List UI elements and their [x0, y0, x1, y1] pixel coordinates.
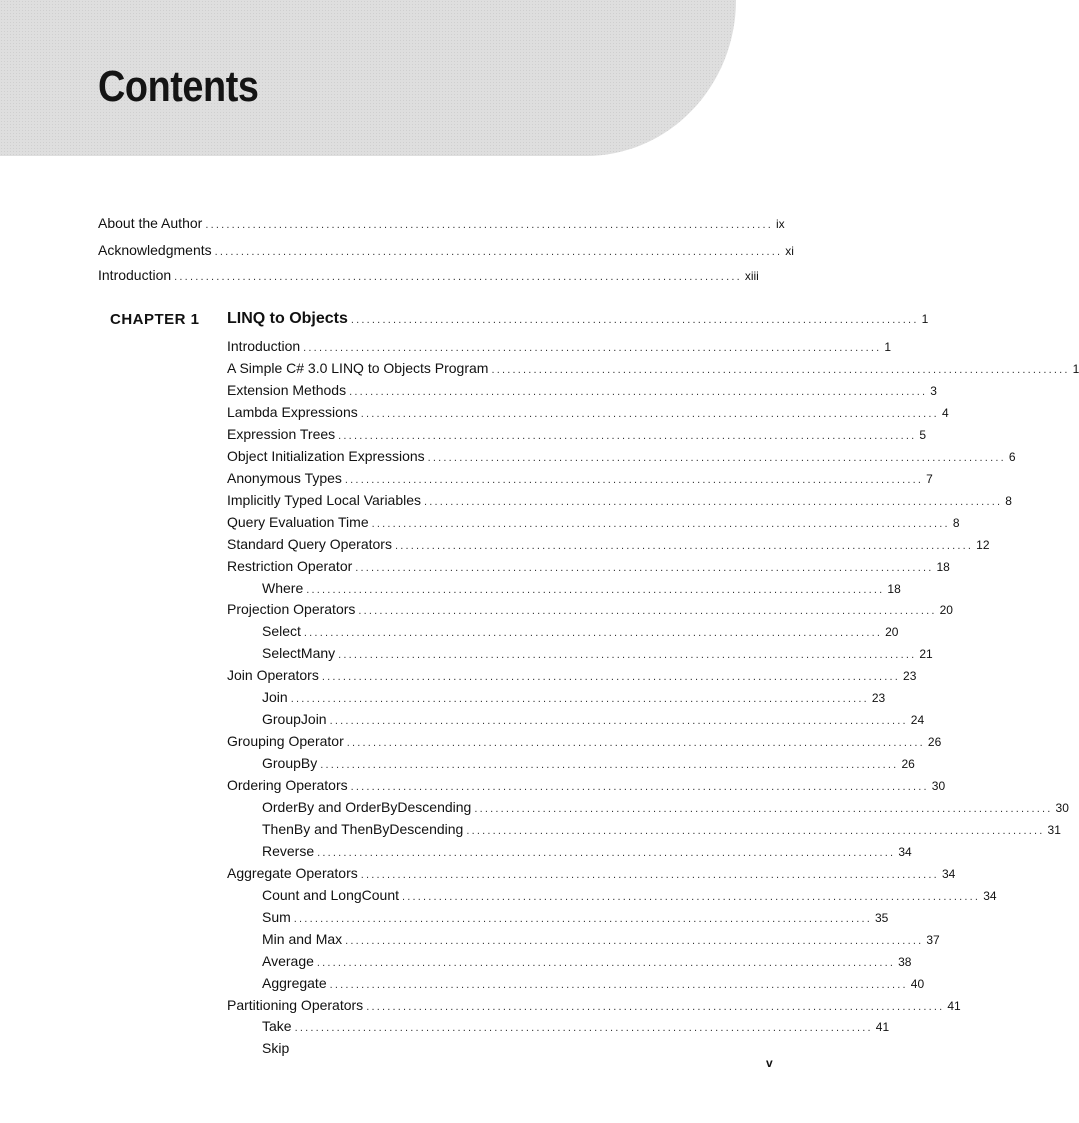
- toc-entry-label: Partitioning Operators: [227, 996, 364, 1013]
- leader-dots: ............................................................................................................: [350, 314, 919, 326]
- toc-entry-label: Ordering Operators: [227, 777, 348, 793]
- toc-entry[interactable]: [227, 469, 933, 487]
- leader-dots: ..............................................................................................................: [424, 495, 1003, 508]
- toc-entry[interactable]: [262, 688, 886, 706]
- toc-entry[interactable]: [227, 557, 950, 575]
- toc-entry-label: Aggregate Operators: [227, 864, 358, 881]
- leader-dots: ..............................................................................................................: [366, 1000, 945, 1013]
- toc-front-entry[interactable]: [98, 241, 794, 259]
- toc-entry-label: Join: [262, 689, 288, 706]
- leader-dots: ..............................................................................................................: [294, 1022, 873, 1035]
- toc-entry-page: 18: [887, 581, 901, 596]
- toc-entry-label: Projection Operators: [227, 601, 356, 618]
- leader-dots: ..............................................................................................................: [427, 451, 1006, 464]
- leader-dots: ..............................................................................................................: [402, 890, 981, 903]
- toc-entry-label: Extension Methods: [227, 381, 347, 398]
- leader-dots: ..............................................................................................................: [346, 737, 925, 750]
- toc-entry[interactable]: [262, 798, 1069, 816]
- leader-dots: ..............................................................................................................: [321, 671, 901, 684]
- toc-entry-label: About the Author: [98, 215, 203, 231]
- toc-entry-page: xiii: [744, 269, 759, 283]
- toc-entry-page: 40: [910, 976, 925, 991]
- leader-dots: ............................................................................................................: [205, 219, 773, 231]
- toc-entry-page: 23: [903, 669, 917, 684]
- page-folio: v: [766, 1056, 773, 1070]
- toc-entry[interactable]: [227, 425, 927, 443]
- toc-entry[interactable]: [227, 776, 946, 794]
- toc-entry[interactable]: [227, 600, 953, 618]
- toc-entry-page: 31: [1047, 822, 1061, 837]
- toc-entry-page: 38: [898, 954, 912, 969]
- leader-dots: ..............................................................................................................: [474, 803, 1053, 815]
- toc-entry-page: 1: [884, 340, 892, 354]
- toc-entry-page: 20: [939, 603, 953, 618]
- leader-dots: ..............................................................................................................: [345, 934, 924, 947]
- leader-dots: ..............................................................................................................: [394, 539, 974, 552]
- leader-dots: ..............................................................................................................: [371, 517, 950, 530]
- toc-entry-page: 8: [952, 515, 960, 530]
- toc-entry[interactable]: [262, 952, 912, 970]
- toc-entry[interactable]: [262, 579, 901, 597]
- toc-entry-label: Restriction Operator: [227, 557, 353, 574]
- toc-entry-label: Standard Query Operators: [227, 535, 392, 552]
- toc-entry[interactable]: [262, 930, 940, 948]
- chapter-page: 1: [921, 312, 929, 326]
- toc-entry-page: 3: [930, 383, 937, 398]
- toc-entry[interactable]: [227, 403, 949, 421]
- toc-entry-page: 34: [898, 844, 912, 859]
- toc-entry-page: 30: [931, 779, 946, 793]
- leader-dots: ..............................................................................................................: [360, 868, 939, 881]
- toc-entry-label: ThenBy and ThenByDescending: [262, 820, 464, 837]
- toc-entry-label: Object Initialization Expressions: [227, 447, 425, 464]
- leader-dots: ..............................................................................................................: [466, 824, 1045, 837]
- toc-front-entry[interactable]: [98, 214, 785, 232]
- toc-entry-label: Expression Trees: [227, 425, 336, 442]
- toc-entry-page: 7: [926, 471, 933, 486]
- leader-dots: ..............................................................................................................: [329, 978, 908, 991]
- leader-dots: ..............................................................................................................: [355, 561, 934, 574]
- toc-entry-label: Sum: [262, 908, 291, 925]
- toc-entry-label: Average: [262, 952, 314, 969]
- leader-dots: ..............................................................................................................: [293, 912, 872, 925]
- toc-entry-label: SelectMany: [262, 645, 336, 662]
- leader-dots: ..............................................................................................................: [349, 385, 928, 398]
- toc-entry[interactable]: [262, 754, 915, 772]
- toc-entry[interactable]: [227, 359, 1079, 377]
- leader-dots: ..............................................................................................................: [320, 759, 899, 771]
- toc-entry-label: Query Evaluation Time: [227, 513, 369, 530]
- leader-dots: ..............................................................................................................: [329, 715, 908, 728]
- toc-entry-label: Acknowledgments: [98, 242, 212, 258]
- toc-entry-page: 6: [1008, 449, 1016, 464]
- toc-entry[interactable]: [262, 886, 997, 904]
- leader-dots: ..............................................................................................................: [358, 605, 937, 618]
- page-title: Contents: [98, 62, 259, 111]
- leader-dots: ..............................................................................................................: [290, 693, 869, 706]
- leader-dots: ..............................................................................................................: [350, 781, 929, 793]
- toc-entry-label: Implicitly Typed Local Variables: [227, 491, 422, 508]
- toc-entry-page: 35: [874, 910, 889, 925]
- toc-entry-page: 4: [941, 405, 949, 420]
- toc-entry[interactable]: [227, 447, 1016, 465]
- toc-entry[interactable]: [262, 622, 899, 640]
- toc-entry-label: Grouping Operator: [227, 733, 344, 750]
- toc-entry-label: OrderBy and OrderByDescending: [262, 799, 472, 815]
- toc-entry-page: 41: [875, 1020, 890, 1035]
- toc-entry[interactable]: [227, 732, 942, 750]
- toc-entry-label: GroupJoin: [262, 711, 327, 728]
- toc-entry-page: 18: [936, 559, 950, 574]
- toc-entry[interactable]: [227, 381, 937, 399]
- toc-entry-page: ix: [775, 217, 785, 231]
- toc-entry-page: 12: [976, 537, 990, 552]
- toc-entry-label: Count and LongCount: [262, 886, 399, 903]
- toc-entry-page: 30: [1055, 801, 1069, 815]
- leader-dots: ..............................................................................................................: [316, 956, 896, 969]
- toc-entry[interactable]: [227, 666, 917, 684]
- toc-entry[interactable]: [227, 535, 990, 553]
- toc-entry[interactable]: [262, 820, 1061, 838]
- toc-entry[interactable]: [262, 842, 912, 860]
- toc-entry[interactable]: [227, 491, 1012, 509]
- toc-entry-label: Take: [262, 1018, 292, 1035]
- toc-entry-page: 24: [910, 713, 925, 728]
- toc-entry-label: Anonymous Types: [227, 469, 342, 486]
- toc-entry[interactable]: [262, 1039, 711, 1057]
- toc-entry-label: Skip: [262, 1040, 290, 1057]
- chapter-title: LINQ to Objects: [227, 310, 348, 327]
- toc-entry-page: 23: [871, 691, 886, 706]
- toc-entry-page: 1: [1072, 361, 1079, 376]
- toc-entry-label: Join Operators: [227, 667, 319, 684]
- toc-entry[interactable]: [227, 337, 892, 355]
- chapter-label: CHAPTER 1: [110, 311, 200, 328]
- toc-entry-page: 37: [926, 932, 940, 947]
- leader-dots: ..............................................................................................................: [303, 342, 882, 354]
- leader-dots: ..............................................................................................................: [306, 583, 885, 596]
- toc-entry[interactable]: [227, 996, 961, 1014]
- toc-entry[interactable]: [227, 864, 956, 882]
- toc-entry[interactable]: [227, 513, 960, 531]
- toc-entry-label: Introduction: [98, 267, 172, 283]
- toc-entry-page: 41: [947, 998, 961, 1013]
- leader-dots: ..............................................................................................................: [317, 846, 896, 859]
- toc-entry-page: 21: [919, 647, 933, 662]
- toc-entry-label: Where: [262, 579, 304, 596]
- toc-entry-page: 34: [983, 888, 997, 903]
- toc-entry[interactable]: [262, 710, 925, 728]
- toc-entry-label: Lambda Expressions: [227, 403, 358, 420]
- toc-entry-page: xi: [785, 244, 794, 258]
- toc-entry[interactable]: [262, 974, 925, 992]
- leader-dots: ............................................................................................................: [174, 271, 742, 283]
- leader-dots: ............................................................................................................: [214, 246, 783, 258]
- toc-entry[interactable]: [262, 908, 889, 926]
- leader-dots: ..............................................................................................................: [360, 407, 939, 420]
- leader-dots: ..............................................................................................................: [491, 363, 1070, 376]
- toc-entry-label: Introduction: [227, 338, 301, 354]
- toc-entry-label: Aggregate: [262, 974, 327, 991]
- leader-dots: ..............................................................................................................: [344, 473, 924, 486]
- chapter-title-entry[interactable]: [227, 310, 929, 328]
- toc-entry-label: GroupBy: [262, 755, 318, 771]
- toc-entry-page: 34: [941, 866, 956, 881]
- leader-dots: ..............................................................................................................: [338, 429, 917, 442]
- toc-entry-label: Select: [262, 623, 301, 640]
- toc-entry-page: 26: [901, 757, 915, 771]
- toc-entry-page: 8: [1005, 493, 1012, 508]
- toc-entry[interactable]: [262, 644, 933, 662]
- toc-entry-label: A Simple C# 3.0 LINQ to Objects Program: [227, 359, 489, 376]
- toc-entry-page: 26: [927, 735, 942, 750]
- toc-entry-page: 20: [885, 625, 899, 640]
- leader-dots: ..............................................................................................................: [338, 649, 917, 662]
- toc-entry-label: Reverse: [262, 842, 315, 859]
- toc-front-entry[interactable]: [98, 266, 759, 284]
- toc-entry-label: Min and Max: [262, 930, 343, 947]
- leader-dots: ..............................................................................................................: [303, 627, 883, 640]
- toc-entry-page: 5: [919, 427, 927, 442]
- toc-entry[interactable]: [262, 1017, 890, 1035]
